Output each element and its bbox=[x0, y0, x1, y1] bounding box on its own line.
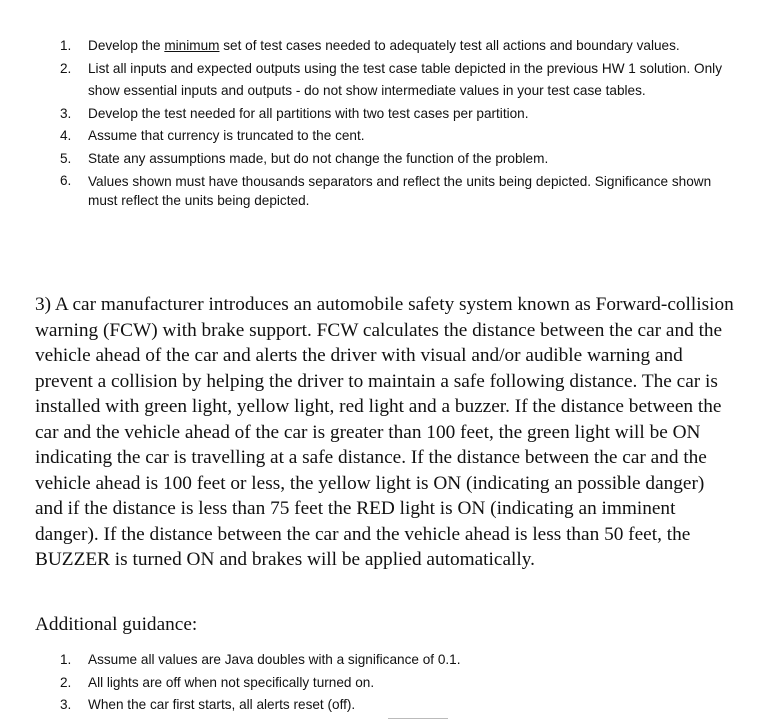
list-number: 5. bbox=[60, 150, 72, 166]
emphasis-text: minimum bbox=[164, 38, 220, 53]
list-text: All lights are off when not specifically turned on. bbox=[88, 674, 375, 690]
list-text: List all inputs and expected outputs using the test case table depicted in the previous HW 1 solution. Only show essential inputs and outputs - do not show intermediate values in your test case tables. bbox=[88, 60, 722, 99]
list-text: Develop the bbox=[88, 38, 165, 53]
guidance-list bbox=[0, 649, 773, 717]
list-number: 3. bbox=[60, 697, 72, 713]
list-item bbox=[0, 694, 738, 717]
list-item bbox=[0, 35, 738, 58]
list-item bbox=[0, 649, 738, 672]
list-text: Develop the test needed for all partitions with two test cases per partition. bbox=[88, 105, 529, 121]
list-number: 1. bbox=[60, 652, 72, 667]
guidance-heading: Additional guidance: bbox=[35, 614, 198, 635]
list-text: When the car first starts, all alerts reset (off). bbox=[88, 697, 356, 713]
list-item bbox=[0, 125, 738, 148]
list-text: Assume all values are Java doubles with a significance of 0.1. bbox=[88, 652, 461, 667]
list-text: Values shown must have thousands separators and reflect the units being depicted. Significance shown must reflect the units being depicted. bbox=[88, 173, 712, 208]
instructions-list bbox=[0, 35, 773, 210]
list-text: State any assumptions made, but do not change the function of the problem. bbox=[88, 150, 549, 166]
problem-paragraph: 3) A car manufacturer introduces an automobile safety system known as Forward-collision warning (FCW) with brake support. FCW calculates the distance between the car and the vehicle ahead of the car and alerts the driver with visual and/or audible warning and prevent a collision by helping the driver to maintain a safe following distance. The car is installed with green light, yellow light, red light and a buzzer. If the distance between the car and the vehicle ahead of the car is greater than 100 feet, the green light will be ON indicating the car is travelling at a safe distance. If the distance between the car and the vehicle ahead is 100 feet or less, the yellow light is ON (indicating an possible danger) and if the distance is less than 75 feet the RED light is ON (indicating an imminent danger). If the distance between the car and the vehicle ahead is less than 50 feet, the BUZZER is turned ON and brakes will be applied automatically. bbox=[35, 294, 734, 570]
list-item bbox=[0, 171, 738, 210]
list-item bbox=[0, 58, 738, 103]
list-item bbox=[0, 672, 738, 695]
list-text: Assume that currency is truncated to the cent. bbox=[88, 128, 365, 144]
list-number: 2. bbox=[60, 674, 72, 690]
list-number: 2. bbox=[60, 60, 72, 76]
list-number: 6. bbox=[60, 172, 72, 188]
list-number: 1. bbox=[60, 38, 72, 53]
page-edge-mark bbox=[388, 718, 448, 722]
list-text: set of test cases needed to adequately test all actions and boundary values. bbox=[219, 38, 680, 53]
list-number: 3. bbox=[60, 105, 72, 121]
list-number: 4. bbox=[60, 128, 72, 144]
list-item bbox=[0, 103, 738, 126]
list-item bbox=[0, 148, 738, 171]
